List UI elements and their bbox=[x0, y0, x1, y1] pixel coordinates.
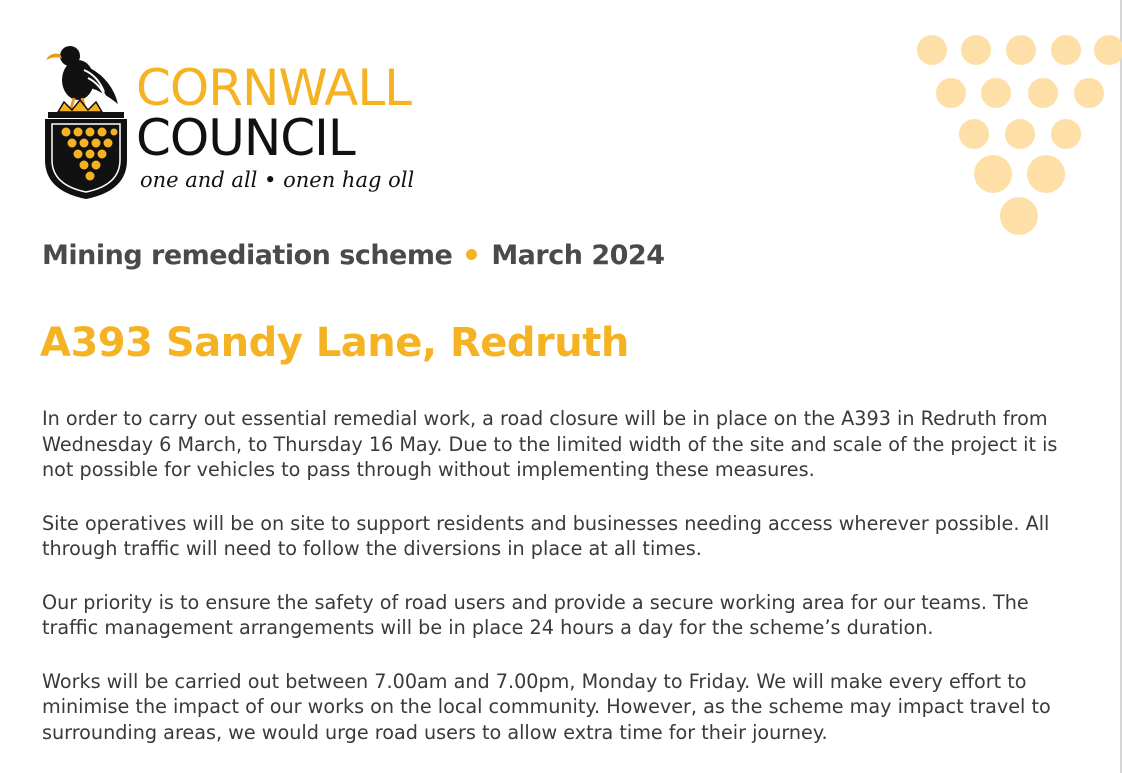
body-paragraph: In order to carry out essential remedial work, a road closure will be in place on the A393 in Redruth from Wednesday 6 March, to Thursday 16 May. Due to the limited width of the site and scale of the project it is not possible for vehicles to pass through without implementing these measures. bbox=[42, 407, 1058, 481]
decorative-dot bbox=[959, 119, 989, 149]
decorative-dot bbox=[1028, 78, 1058, 108]
decorative-dot bbox=[1006, 35, 1036, 65]
decorative-dot bbox=[1027, 155, 1065, 193]
decorative-dot bbox=[1074, 78, 1104, 108]
body-paragraph: Works will be carried out between 7.00am and 7.00pm, Monday to Friday. We will make every effort to minimise the impact of our works on the local community. However, as the scheme may impact travel to surrounding areas, we would urge road users to allow extra time for their journey. bbox=[42, 669, 1051, 744]
page-title: A393 Sandy Lane, Redruth bbox=[40, 320, 629, 366]
decorative-dot bbox=[1005, 119, 1035, 149]
cornwall-crest-icon bbox=[40, 40, 132, 200]
decorative-dot bbox=[917, 35, 947, 65]
bullet-separator bbox=[466, 249, 477, 260]
body-paragraph: Our priority is to ensure the safety of road users and provide a secure working area for our teams. The traffic management arrangements will be in place 24 hours a day for the scheme’s duration. bbox=[42, 590, 1029, 639]
decorative-dot bbox=[981, 78, 1011, 108]
decorative-dot bbox=[1051, 119, 1081, 149]
scheme-date: March 2024 bbox=[491, 240, 665, 271]
decorative-dot bbox=[961, 35, 991, 65]
logo-motto: one and all • onen hag oll bbox=[140, 168, 415, 192]
logo-wordmark-cornwall: CORNWALL bbox=[136, 59, 412, 117]
decorative-dot bbox=[936, 78, 966, 108]
logo-wordmark-council: COUNCIL bbox=[136, 109, 355, 167]
cornwall-council-logo bbox=[40, 40, 460, 210]
scheme-subheading bbox=[42, 240, 665, 271]
decorative-dot bbox=[1094, 35, 1122, 65]
decorative-dot bbox=[1051, 35, 1081, 65]
scheme-name: Mining remediation scheme bbox=[42, 240, 453, 271]
body-paragraph: Site operatives will be on site to support residents and businesses needing access wherever possible. All through traffic will need to follow the diversions in place at all times. bbox=[42, 511, 1050, 560]
body-text bbox=[42, 406, 1082, 773]
decorative-dot bbox=[974, 155, 1012, 193]
decorative-dot bbox=[1000, 197, 1038, 235]
